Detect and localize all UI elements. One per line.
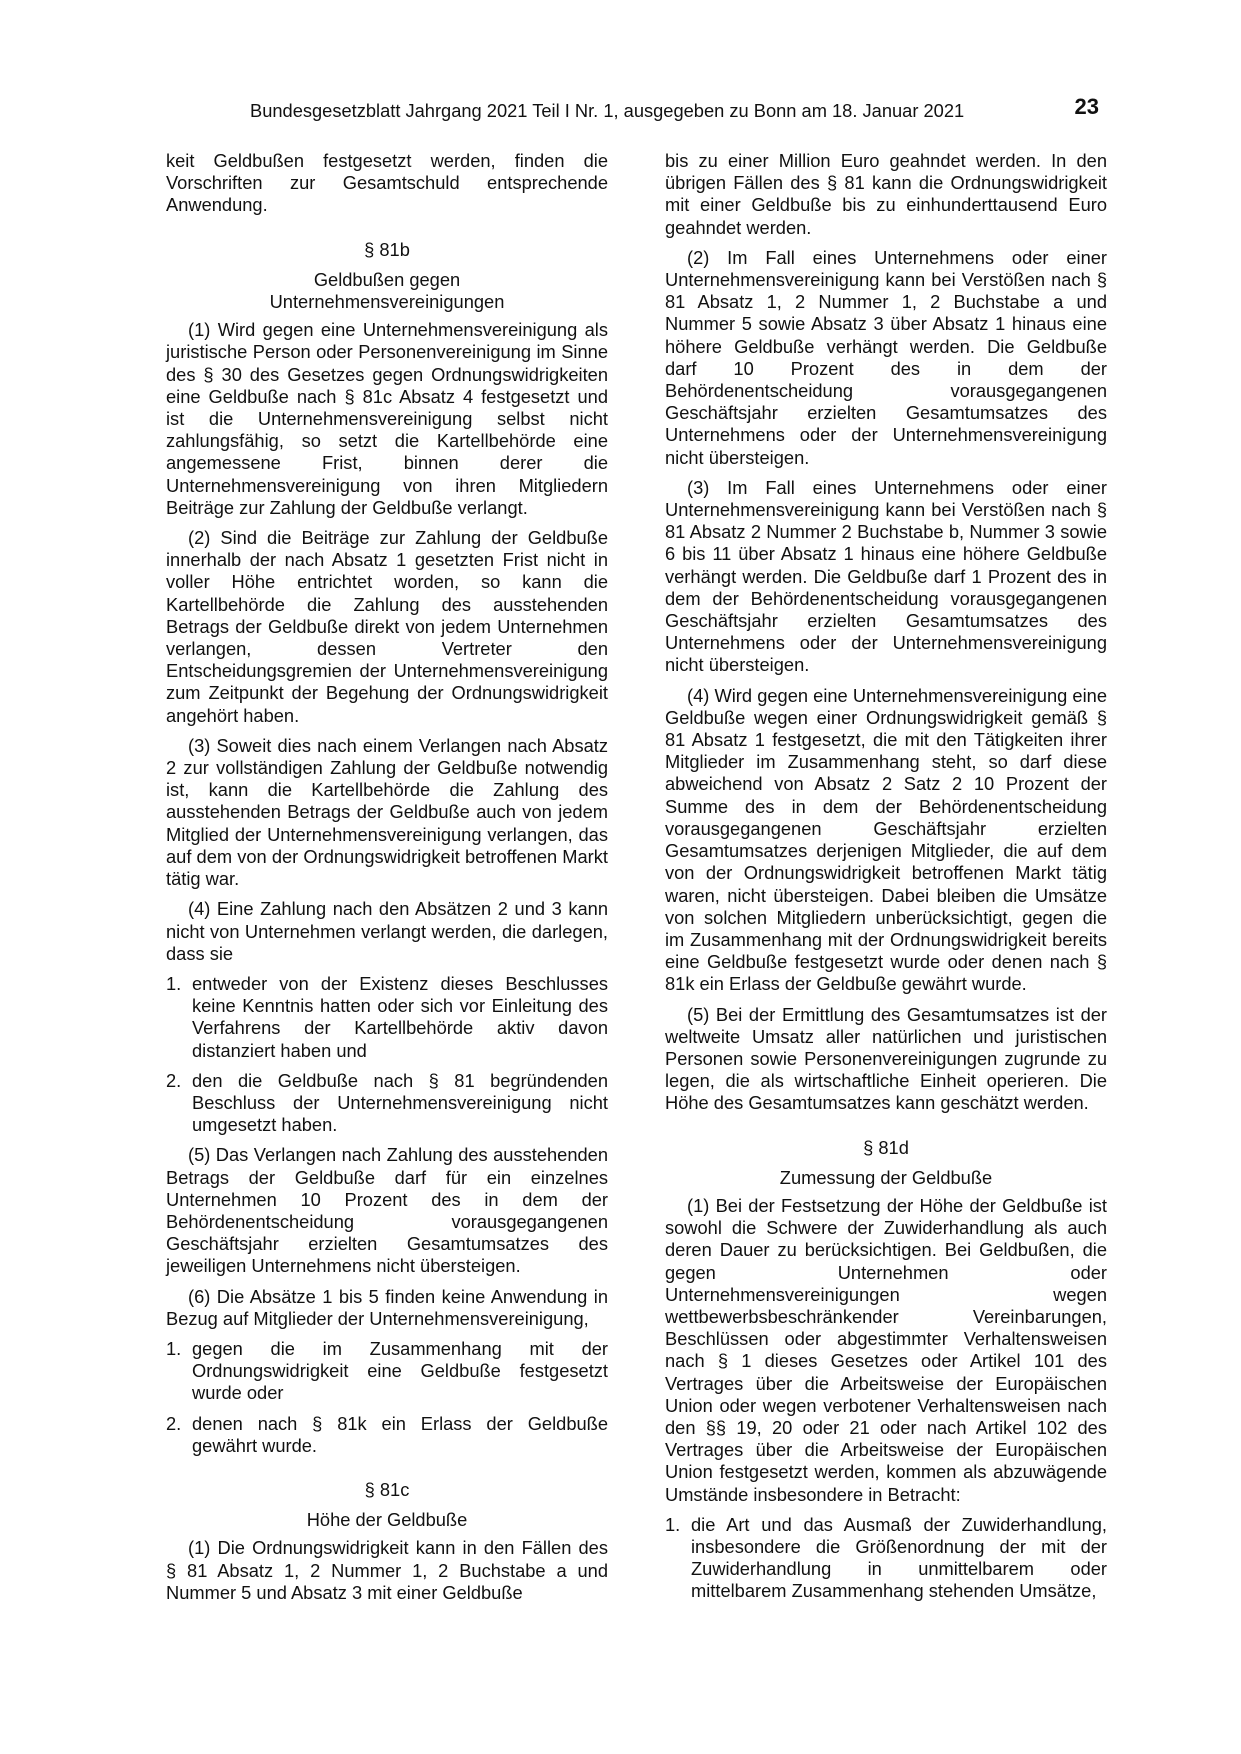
paragraph: (3) Soweit dies nach einem Verlangen nach Absatz 2 zur vollständigen Zahlung der Geldbuße notwendig ist, kann die Kartellbehörde die Zahlung des ausstehenden Betrags der Geldbuße auch von jedem Mitglied der Unternehmensvereinigung verlangen, das auf dem von der Ordnungswidrigkeit betroffenen Markt tätig war. — [166, 734, 608, 890]
running-header: Bundesgesetzblatt Jahrgang 2021 Teil I Nr. 1, ausgegeben zu Bonn am 18. Januar 2021 — [250, 100, 965, 121]
paragraph: (3) Im Fall eines Unternehmens oder einer Unternehmensvereinigung kann bei Verstößen nach § 81 Absatz 2 Nummer 2 Buchstabe b, Nummer 3 sowie 6 bis 11 über Absatz 1 hinaus eine höhere Geldbuße verhängt werden. Die Geldbuße darf 1 Prozent des in dem der Behördenentscheidung vorausgegangenen Geschäftsjahr erzielten Gesamtumsatzes des Unternehmens oder der Unternehmensvereinigung nicht übersteigen. — [665, 476, 1107, 676]
section-title — [166, 269, 608, 313]
left-column — [166, 150, 608, 1612]
list-text: die Art und das Ausmaß der Zuwiderhandlung, insbesondere die Größenordnung der mit der Zuwiderhandlung in unmittelbarem oder mittelbarem Zusammenhang stehenden Umsätze, — [691, 1513, 1107, 1602]
numbered-list — [665, 1514, 1107, 1603]
list-text: gegen die im Zusammenhang mit der Ordnungswidrigkeit eine Geldbuße festgesetzt wurde oder — [192, 1337, 608, 1404]
list-item — [166, 1413, 608, 1457]
section-title: Höhe der Geldbuße — [306, 1509, 468, 1531]
paragraph: (5) Das Verlangen nach Zahlung des ausstehenden Betrags der Geldbuße darf für ein einzelnes Unternehmen 10 Prozent des in dem der Behördenentscheidung vorausgegangenen Geschäftsjahr erzielten Gesamtumsatzes des jeweiligen Unternehmens nicht übersteigen. — [166, 1144, 608, 1277]
page-number: 23 — [1074, 94, 1099, 119]
list-number: 2. — [166, 1412, 182, 1434]
paragraph: keit Geldbußen festgesetzt werden, finden die Vorschriften zur Gesamtschuld entsprechende Anwendung. — [166, 150, 608, 216]
list-number: 1. — [665, 1513, 681, 1535]
paragraph: (6) Die Absätze 1 bis 5 finden keine Anwendung in Bezug auf Mitglieder der Unternehmensvereinigung, — [166, 1285, 608, 1329]
list-number: 2. — [166, 1069, 182, 1091]
paragraph: (4) Wird gegen eine Unternehmensvereinigung eine Geldbuße wegen einer Ordnungswidrigkeit gemäß § 81 Absatz 1 festgesetzt, die mit den Tätigkeiten ihrer Mitglieder im Zusammenhang steht, so darf diese abweichend von Absatz 2 Satz 2 10 Prozent der Summe des in dem der Behördenentscheidung vorausgegangenen Geschäftsjahr erzielten Gesamtumsatzes derjenigen Mitglieder, die auf dem von der Ordnungswidrigkeit betroffenen Markt tätig waren, nicht übersteigen. Dabei bleiben die Umsätze von solchen Mitgliedern unberücksichtigt, gegen die im Zusammenhang mit der Ordnungswidrigkeit bereits eine Geldbuße festgesetzt wurde oder denen nach § 81k ein Erlass der Geldbuße gewährt wurde. — [665, 684, 1107, 995]
list-text: entweder von der Existenz dieses Beschlusses keine Kenntnis hatten oder sich vor Einleitung des Verfahrens der Kartellbehörde aktiv davon distanziert haben und — [192, 972, 608, 1061]
paragraph: (1) Die Ordnungswidrigkeit kann in den Fällen des § 81 Absatz 1, 2 Nummer 1, 2 Buchstabe a und Nummer 5 und Absatz 3 mit einer Geldbuße — [166, 1537, 608, 1603]
section-title: Zumessung der Geldbuße — [779, 1166, 993, 1188]
section-number: § 81c — [364, 1478, 410, 1500]
numbered-list — [166, 973, 608, 1136]
list-number: 1. — [166, 972, 182, 994]
paragraph: (2) Sind die Beiträge zur Zahlung der Geldbuße innerhalb der nach Absatz 1 gesetzten Frist nicht in voller Höhe entrichtet worden, so kann die Kartellbehörde die Zahlung des ausstehenden Betrags der Geldbuße direkt von jedem Unternehmen verlangen, dessen Vertreter den Entscheidungsgremien der Unternehmensvereinigung zum Zeitpunkt der Begehung der Ordnungswidrigkeit angehört haben. — [166, 527, 608, 726]
list-item — [166, 973, 608, 1062]
list-item — [166, 1338, 608, 1405]
section-number: § 81b — [364, 238, 410, 260]
list-item — [166, 1070, 608, 1137]
paragraph: (5) Bei der Ermittlung des Gesamtumsatzes ist der weltweite Umsatz aller natürlichen und juristischen Personen sowie Personenvereinigungen zugrunde zu legen, die als wirtschaftliche Einheit operieren. Die Höhe des Gesamtumsatzes kann geschätzt werden. — [665, 1003, 1107, 1114]
list-item — [665, 1514, 1107, 1603]
list-text: den die Geldbuße nach § 81 begründenden Beschluss der Unternehmensvereinigung nicht umgesetzt haben. — [192, 1069, 608, 1136]
paragraph: (2) Im Fall eines Unternehmens oder einer Unternehmensvereinigung kann bei Verstößen nach § 81 Absatz 1, 2 Nummer 1, 2 Buchstabe a und Nummer 5 sowie Absatz 3 über Absatz 1 hinaus eine höhere Geldbuße verhängt werden. Die Geldbuße darf 10 Prozent des in dem der Behördenentscheidung vorausgegangenen Geschäftsjahr erzielten Gesamtumsatzes des Unternehmens oder der Unternehmensvereinigung nicht übersteigen. — [665, 246, 1107, 468]
paragraph: bis zu einer Million Euro geahndet werden. In den übrigen Fällen des § 81 kann die Ordnungswidrigkeit mit einer Geldbuße bis zu einhunderttausend Euro geahndet werden. — [665, 150, 1107, 238]
list-number: 1. — [166, 1337, 182, 1359]
list-text: denen nach § 81k ein Erlass der Geldbuße gewährt wurde. — [192, 1412, 608, 1456]
section-title-line: Unternehmensvereinigungen — [269, 291, 505, 313]
paragraph: (4) Eine Zahlung nach den Absätzen 2 und 3 kann nicht von Unternehmen verlangt werden, die darlegen, dass sie — [166, 898, 608, 964]
paragraph: (1) Bei der Festsetzung der Höhe der Geldbuße ist sowohl die Schwere der Zuwiderhandlung als auch deren Dauer zu berücksichtigen. Bei Geldbußen, die gegen Unternehmen oder Unternehmensvereinigungen wegen wettbewerbsbeschränkender Vereinbarungen, Beschlüssen oder abgestimmter Verhaltensweisen nach § 1 dieses Gesetzes oder Artikel 101 des Vertrages über die Arbeitsweise der Europäischen Union oder wegen verbotener Verhaltensweisen nach den §§ 19, 20 oder 21 oder nach Artikel 102 des Vertrages über die Arbeitsweise der Europäischen Union festgesetzt werden, kommen als abzuwägende Umstände insbesondere in Betracht: — [665, 1194, 1107, 1505]
numbered-list — [166, 1338, 608, 1457]
section-title-line: Geldbußen gegen — [313, 268, 461, 290]
section-number: § 81d — [863, 1136, 909, 1158]
right-column — [665, 150, 1107, 1611]
paragraph: (1) Wird gegen eine Unternehmensvereinigung als juristische Person oder Personenvereinigung im Sinne des § 30 des Gesetzes gegen Ordnungswidrigkeiten eine Geldbuße nach § 81c Absatz 4 festgesetzt und ist die Unternehmensvereinigung selbst nicht zahlungsfähig, so setzt die Kartellbehörde eine angemessene Frist, binnen derer die Unternehmensvereinigung von ihren Mitgliedern Beiträge zur Zahlung der Geldbuße verlangt. — [166, 319, 608, 518]
